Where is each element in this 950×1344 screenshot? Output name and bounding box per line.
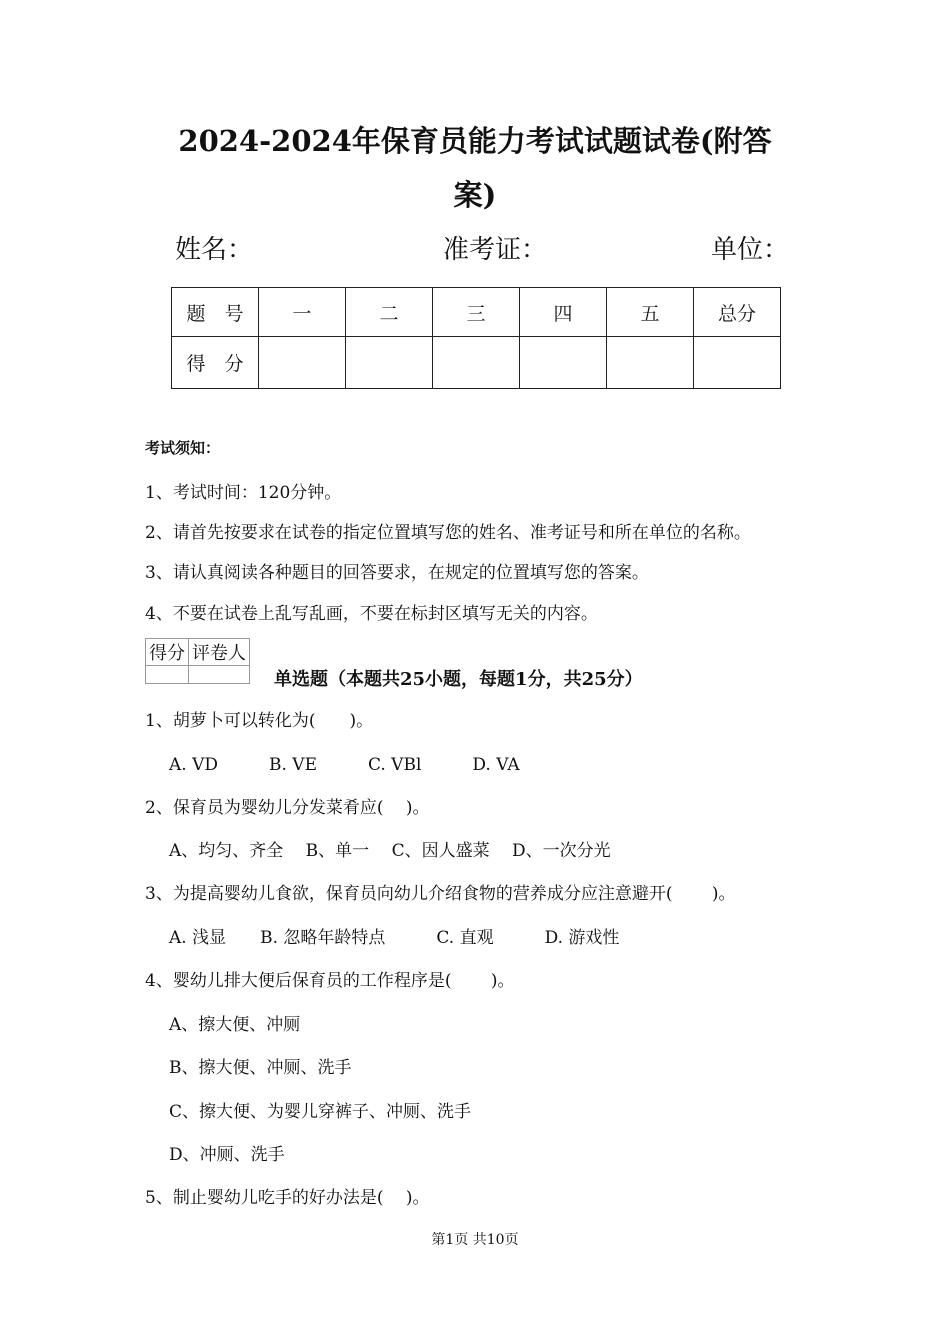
score-cell — [433, 337, 520, 389]
score-table-header-cell: 五 — [607, 288, 694, 337]
score-table-score-row — [172, 337, 781, 389]
page-title-line1: 2024-2024年保育员能力考试试题试卷(附答 — [178, 124, 772, 158]
question-stem: 4、婴幼儿排大便后保育员的工作程序是( )。 — [145, 971, 515, 991]
notice-item: 3、请认真阅读各种题目的回答要求，在规定的位置填写您的答案。 — [145, 563, 649, 583]
score-table-header-cell: 总分 — [694, 288, 781, 337]
grader-name-cell — [189, 666, 250, 684]
notice-item: 4、不要在试卷上乱写乱画，不要在标封区填写无关的内容。 — [145, 604, 598, 624]
unit-field-label: 单位： — [711, 235, 790, 265]
question-stem: 5、制止婴幼儿吃手的好办法是( )。 — [145, 1188, 430, 1208]
score-table-header-row — [172, 288, 781, 337]
score-table-header-cell: 二 — [346, 288, 433, 337]
notice-item: 2、请首先按要求在试卷的指定位置填写您的姓名、准考证号和所在单位的名称。 — [145, 523, 751, 543]
question-stem: 1、胡萝卜可以转化为( )。 — [145, 711, 374, 731]
notice-item: 1、考试时间：120分钟。 — [145, 483, 342, 503]
score-cell — [259, 337, 346, 389]
question-options: A. 浅显 B. 忽略年龄特点 C. 直观 D. 游戏性 — [169, 928, 620, 948]
grader-score-label: 得分 — [146, 639, 189, 666]
score-table — [171, 287, 781, 389]
question-stem: 2、保育员为婴幼儿分发菜肴应( )。 — [145, 798, 430, 818]
grader-name-label: 评卷人 — [189, 639, 250, 666]
score-table-header-cell: 四 — [520, 288, 607, 337]
question-option: B、擦大便、冲厕、洗手 — [169, 1058, 352, 1078]
question-options: A. VD B. VE C. VBl D. VA — [169, 755, 520, 775]
score-table-header-cell: 题 号 — [172, 288, 259, 337]
page-title-line2: 案) — [453, 178, 497, 212]
exam-id-field-label: 准考证： — [443, 235, 548, 265]
score-cell — [694, 337, 781, 389]
question-option: D、冲厕、洗手 — [169, 1145, 285, 1165]
score-cell — [520, 337, 607, 389]
page-number: 第1页 共10页 — [431, 1232, 519, 1248]
notice-title: 考试须知： — [145, 439, 221, 457]
score-table-score-label: 得 分 — [172, 337, 259, 389]
score-table-header-cell: 一 — [259, 288, 346, 337]
name-field-label: 姓名： — [175, 235, 254, 265]
question-stem: 3、为提高婴幼儿食欲，保育员向幼儿介绍食物的营养成分应注意避开( )。 — [145, 884, 736, 904]
section-title: 单选题（本题共25小题，每题1分，共25分） — [274, 669, 643, 690]
score-table-header-cell: 三 — [433, 288, 520, 337]
score-cell — [346, 337, 433, 389]
question-options: A、均匀、齐全 B、单一 C、因人盛菜 D、一次分光 — [169, 841, 611, 861]
score-cell — [607, 337, 694, 389]
grader-score-cell — [146, 666, 189, 684]
question-option: C、擦大便、为婴儿穿裤子、冲厕、洗手 — [169, 1102, 472, 1122]
grader-box — [145, 638, 250, 684]
question-option: A、擦大便、冲厕 — [169, 1015, 301, 1035]
